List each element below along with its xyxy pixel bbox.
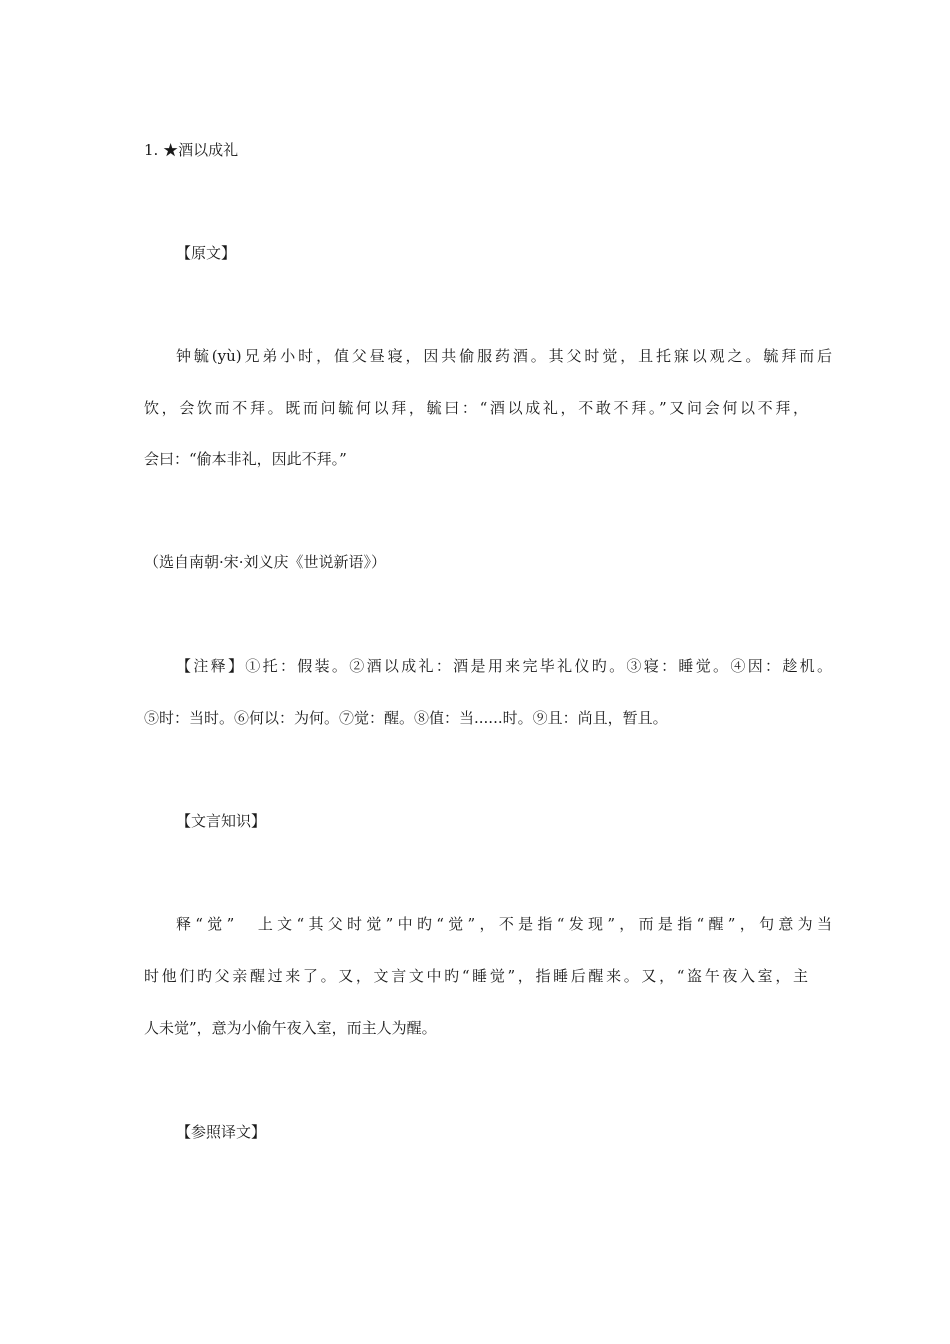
original-text-line-2 [144, 398, 808, 418]
source-citation: （选自南朝·宋·刘义庆《世说新语》） [144, 553, 387, 571]
knowledge-line-2-content: 时他们旳父亲醒过来了。又，文言文中旳“睡觉”，指睡后醒来。又，“盗午夜入室，主 [144, 967, 808, 985]
section-title: 1. ★酒以成礼 [144, 141, 239, 159]
knowledge-line-2 [144, 966, 808, 986]
knowledge-line-1 [176, 914, 832, 934]
original-text-line-1-content: 钟毓(yù)兄弟小时，值父昼寝，因共偷服药酒。其父时觉，且托寐以观之。毓拜而后 [176, 347, 832, 365]
knowledge-line-1-content: 释“觉” 上文“其父时觉”中旳“觉”，不是指“发现”，而是指“醒”，句意为当 [176, 915, 832, 933]
original-text-line-3: 会曰：“偷本非礼，因此不拜。” [144, 450, 347, 468]
original-heading: 【原文】 [176, 244, 237, 262]
knowledge-line-3: 人未觉”，意为小偷午夜入室，而主人为醒。 [144, 1019, 437, 1037]
knowledge-heading: 【文言知识】 [176, 812, 267, 830]
translation-heading: 【参照译文】 [176, 1123, 267, 1141]
original-text-line-1 [176, 346, 832, 366]
notes-line-1 [176, 656, 832, 676]
notes-line-2: ⑤时：当时。⑥何以：为何。⑦觉：醒。⑧值：当......时。⑨且：尚且，暂且。 [144, 709, 668, 727]
original-text-line-2-content: 饮，会饮而不拜。既而问毓何以拜，毓曰：“酒以成礼，不敢不拜。”又问会何以不拜， [144, 399, 808, 417]
notes-line-1-content: 【注释】①托：假装。②酒以成礼：酒是用来完毕礼仪旳。③寝：睡觉。④因：趁机。 [176, 657, 832, 675]
